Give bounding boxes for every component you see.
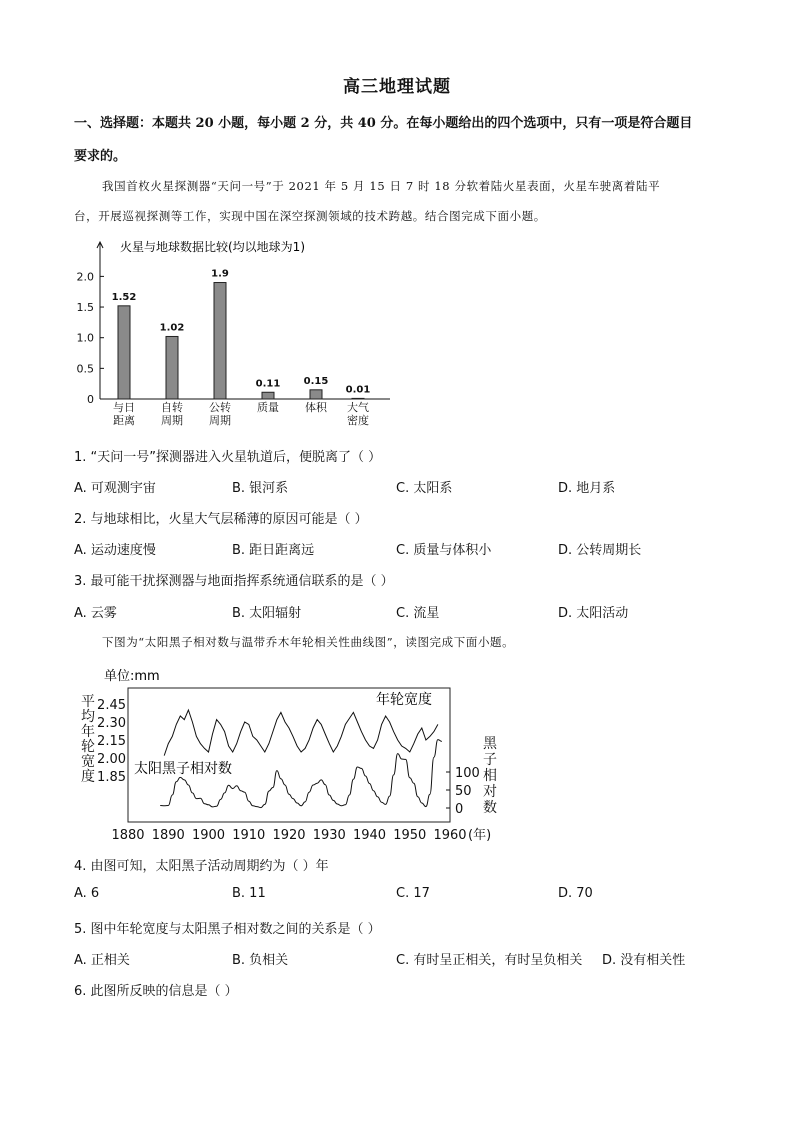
line-chart-x-tick-label: 1960 (433, 828, 467, 843)
question-2-stem: 2. 与地球相比，火星大气层稀薄的原因可能是（ ） (74, 512, 368, 527)
bar-chart-axes (97, 242, 390, 399)
line-chart-left-tick-label: 2.30 (97, 716, 126, 731)
line-chart-right-axis-title (483, 736, 498, 816)
page-title: 高三地理试题 (343, 77, 451, 97)
bar-category-label: 周期 (209, 414, 231, 427)
question-4-option-b[interactable]: B. 11 (232, 886, 266, 901)
question-2-option-b[interactable]: B. 距日距离远 (232, 543, 315, 558)
question-5-stem: 5. 图中年轮宽度与太阳黑子相对数之间的关系是（ ） (74, 922, 381, 937)
line-chart-left-tick-label: 2.45 (97, 698, 126, 713)
line-chart-x-tick-label: 1880 (111, 828, 145, 843)
line-chart-left-title-char: 宽 (81, 754, 95, 770)
line-chart-left-axis-title (81, 694, 95, 785)
bar-3 (262, 392, 274, 399)
bar-2 (214, 283, 226, 399)
line-chart-right-tick-label: 100 (455, 766, 480, 781)
bar-chart-title: 火星与地球数据比较(均以地球为1) (120, 240, 305, 254)
bar-chart-bars (112, 269, 371, 399)
question-5-option-a[interactable]: A. 正相关 (74, 953, 130, 968)
question-4-stem: 4. 由图可知，太阳黑子活动周期约为（ ）年 (74, 859, 329, 874)
tree-ring-width-line (164, 710, 438, 756)
bar-value-label: 0.15 (303, 375, 329, 387)
question-4-option-d[interactable]: D. 70 (558, 886, 593, 901)
line-chart-frame (128, 688, 450, 822)
question-2-option-a[interactable]: A. 运动速度慢 (74, 543, 156, 558)
line-chart-right-title-char: 黑 (483, 736, 497, 752)
bar-value-label: 1.52 (111, 291, 137, 303)
line-chart-x-tick-label: 1940 (352, 828, 387, 843)
line-chart-left-title-char: 轮 (81, 739, 95, 755)
section-heading-line2: 要求的。 (74, 149, 127, 164)
line-chart-left-tick-label: 1.85 (97, 770, 126, 785)
line-chart-x-tick-label: 1890 (151, 828, 185, 843)
question-4-option-a[interactable]: A. 6 (74, 886, 100, 901)
question-3-option-d[interactable]: D. 太阳活动 (558, 606, 629, 621)
bar-category-label: 与日 (113, 401, 135, 414)
question-3-option-c[interactable]: C. 流星 (396, 606, 440, 621)
bar-category-label: 体积 (305, 401, 327, 414)
question-1-option-a[interactable]: A. 可观测宇宙 (74, 481, 156, 496)
bar-chart-y-tick-label: 1.5 (76, 301, 94, 315)
question-4-option-c[interactable]: C. 17 (396, 886, 430, 901)
question-1-stem: 1. “天问一号”探测器进入火星轨道后，便脱离了（ ） (74, 450, 382, 465)
line-chart-x-unit-label: (年) (468, 828, 492, 843)
bar-category-label: 自转 (161, 401, 183, 414)
question-3-option-b[interactable]: B. 太阳辐射 (232, 606, 302, 621)
question-3-stem: 3. 最可能干扰探测器与地面指挥系统通信联系的是（ ） (74, 574, 394, 589)
question-1-option-b[interactable]: B. 银河系 (232, 481, 289, 496)
bar-category-label: 距离 (113, 414, 135, 427)
bar-1 (166, 336, 178, 399)
bar-chart-y-tick-label: 2.0 (76, 270, 94, 284)
bar-category-label: 公转 (209, 401, 231, 414)
line-chart-x-tick-label: 1900 (191, 828, 226, 843)
line-chart-unit-label: 单位:mm (104, 669, 160, 684)
bar-category-label: 大气 (347, 401, 369, 414)
bar-chart-y-tick-label: 0 (87, 393, 94, 406)
bar-category-label: 密度 (347, 414, 369, 427)
question-3-option-a[interactable]: A. 云雾 (74, 606, 117, 621)
line-chart-left-title-char: 均 (81, 709, 95, 725)
question-6-stem: 6. 此图所反映的信息是（ ） (74, 984, 238, 999)
bar-value-label: 1.9 (211, 268, 229, 280)
bar-value-label: 1.02 (159, 322, 185, 334)
line-chart-left-title-char: 年 (81, 724, 95, 740)
mars-earth-bar-chart (60, 232, 420, 432)
tree-ring-series-label: 年轮宽度 (376, 692, 432, 708)
bar-0 (118, 306, 130, 399)
question-5-option-d[interactable]: D. 没有相关性 (602, 953, 686, 968)
question-5-option-b[interactable]: B. 负相关 (232, 953, 289, 968)
intro-paragraph-2: 下图为“太阳黑子相对数与温带乔木年轮相关性曲线图”，读图完成下面小题。 (102, 635, 515, 649)
question-5-option-c[interactable]: C. 有时呈正相关，有时呈负相关 (396, 953, 583, 968)
line-chart-x-tick-label: 1910 (232, 828, 266, 843)
bar-value-label: 0.11 (255, 378, 281, 390)
bar-chart-y-tick-label: 0.5 (76, 362, 94, 376)
bar-value-label: 0.01 (345, 384, 371, 396)
line-chart-right-title-char: 相 (483, 768, 497, 784)
bar-5 (352, 398, 364, 399)
question-1-option-d[interactable]: D. 地月系 (558, 481, 616, 496)
bar-chart-categories (113, 400, 369, 427)
line-chart-right-tick-label: 0 (455, 802, 464, 817)
line-chart-right-title-char: 数 (483, 800, 497, 816)
line-chart-right-title-char: 对 (483, 784, 497, 800)
line-chart-left-tick-label: 2.00 (97, 752, 126, 767)
intro-paragraph-line1: 我国首枚火星探测器“天问一号”于 2021 年 5 月 15 日 7 时 18 分软着陆火星表面，火星车驶离着陆平 (102, 179, 661, 193)
question-2-option-d[interactable]: D. 公转周期长 (558, 543, 642, 558)
line-chart-left-title-char: 度 (81, 769, 95, 785)
line-chart-left-tick-label: 2.15 (97, 734, 126, 749)
intro-paragraph-line2: 台，开展巡视探测等工作，实现中国在深空探测领域的技术跨越。结合图完成下面小题。 (74, 209, 546, 223)
line-chart-right-tick-label: 50 (455, 784, 472, 799)
bar-4 (310, 390, 322, 399)
question-2-option-c[interactable]: C. 质量与体积小 (396, 543, 492, 558)
bar-category-label: 质量 (257, 401, 279, 414)
bar-chart-y-tick-label: 1.0 (76, 331, 94, 345)
section-heading-line1: 一、选择题：本题共 20 小题，每小题 2 分，共 40 分。在每小题给出的四个选项中，只有一项是符合题目 (74, 116, 693, 131)
question-1-option-c[interactable]: C. 太阳系 (396, 481, 453, 496)
line-chart-left-title-char: 平 (81, 694, 95, 710)
line-chart-x-tick-label: 1950 (393, 828, 427, 843)
line-chart-right-title-char: 子 (483, 752, 497, 768)
line-chart-x-tick-label: 1920 (272, 828, 306, 843)
sunspot-treering-line-chart (70, 658, 520, 844)
line-chart-x-tick-label: 1930 (312, 828, 346, 843)
sunspot-series-label: 太阳黑子相对数 (134, 761, 232, 777)
bar-category-label: 周期 (161, 414, 183, 427)
